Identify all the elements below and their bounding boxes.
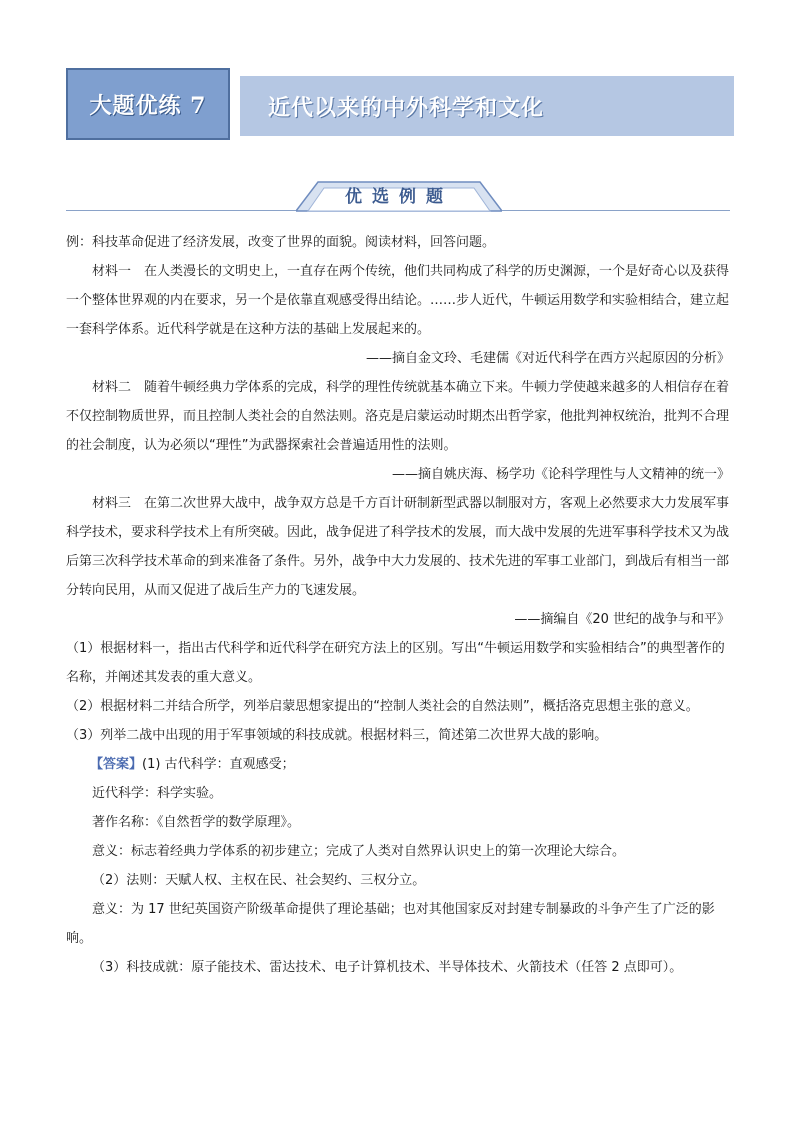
document-body xyxy=(66,228,730,982)
material-1-source: ——摘自金文玲、毛建儒《对近代科学在西方兴起原因的分析》 xyxy=(365,351,730,366)
answer-first-line xyxy=(66,750,730,779)
answer-line: 著作名称：《自然哲学的数学原理》。 xyxy=(92,815,301,830)
answer-first-text: (1) 古代科学：直观感受； xyxy=(142,757,295,772)
header-title-bar xyxy=(234,76,734,136)
header-badge-label: 大题优练 7 xyxy=(89,92,207,119)
material-1-text: 材料一 在人类漫长的文明史上，一直存在两个传统，他们共同构成了科学的历史渊源，一个是好奇心以及获得一个整体世界观的内在要求，另一个是依靠直观感受得出结论。……步人近代，牛顿运用数学和实验相结合，建立起一套科学体系。近代科学就是在这种方法的基础上发展起来的。 xyxy=(66,264,730,337)
page-title: 近代以来的中外科学和文化 xyxy=(268,94,545,121)
question-1: （1）根据材料一，指出古代科学和近代科学在研究方法上的区别。写出“牛顿运用数学和实验相结合”的典型著作的名称，并阐述其发表的重大意义。 xyxy=(66,641,725,685)
answer-line: （3）科技成就：原子能技术、雷达技术、电子计算机技术、半导体技术、火箭技术（任答 2 点即可）。 xyxy=(92,960,683,975)
material-2-text: 材料二 随着牛顿经典力学体系的完成，科学的理性传统就基本确立下来。牛顿力学使越来越多的人相信存在着不仅控制物质世界，而且控制人类社会的自然法则。洛克是启蒙运动时期杰出哲学家，他批判神权统治，批判不合理的社会制度，认为必须以“理性”为武器探索社会普遍适用性的法则。 xyxy=(66,380,730,453)
answer-line: 意义：标志着经典力学体系的初步建立；完成了人类对自然界认识史上的第一次理论大综合。 xyxy=(92,844,626,859)
answer-line: 意义：为 17 世纪英国资产阶级革命提供了理论基础；也对其他国家反对封建专制暴政的斗争产生了广泛的影响。 xyxy=(66,902,715,946)
header-badge xyxy=(66,68,230,140)
question-2: （2）根据材料二并结合所学，列举启蒙思想家提出的“控制人类社会的自然法则”，概括洛克思想主张的意义。 xyxy=(66,699,699,714)
material-3-text: 材料三 在第二次世界大战中，战争双方总是千方百计研制新型武器以制服对方，客观上必然要求大力发展军事科学技术，要求科学技术上有所突破。因此，战争促进了科学技术的发展，而大战中发展的先进军事科学技术又为战后第三次科学技术革命的到来准备了条件。另外，战争中大力发展的、技术先进的军事工业部门，到战后有相当一部分转向民用，从而又促进了战后生产力的飞速发展。 xyxy=(66,496,730,598)
answer-label: 【答案】 xyxy=(90,757,143,772)
header-banner xyxy=(66,68,734,140)
material-2-source: ——摘自姚庆海、杨学功《论科学理性与人文精神的统一》 xyxy=(391,467,730,482)
answer-line: 近代科学：科学实验。 xyxy=(92,786,223,801)
answer-line: （2）法则：天赋人权、主权在民、社会契约、三权分立。 xyxy=(92,873,426,888)
section-title: 优选例题 xyxy=(345,186,453,207)
material-3-source: ——摘编自《20 世纪的战争与和平》 xyxy=(514,612,730,627)
section-tab xyxy=(296,178,502,212)
intro-text: 例：科技革命促进了经济发展，改变了世界的面貌。阅读材料，回答问题。 xyxy=(66,235,496,250)
question-3: （3）列举二战中出现的用于军事领域的科技成就。根据材料三，简述第二次世界大战的影响。 xyxy=(66,728,608,743)
